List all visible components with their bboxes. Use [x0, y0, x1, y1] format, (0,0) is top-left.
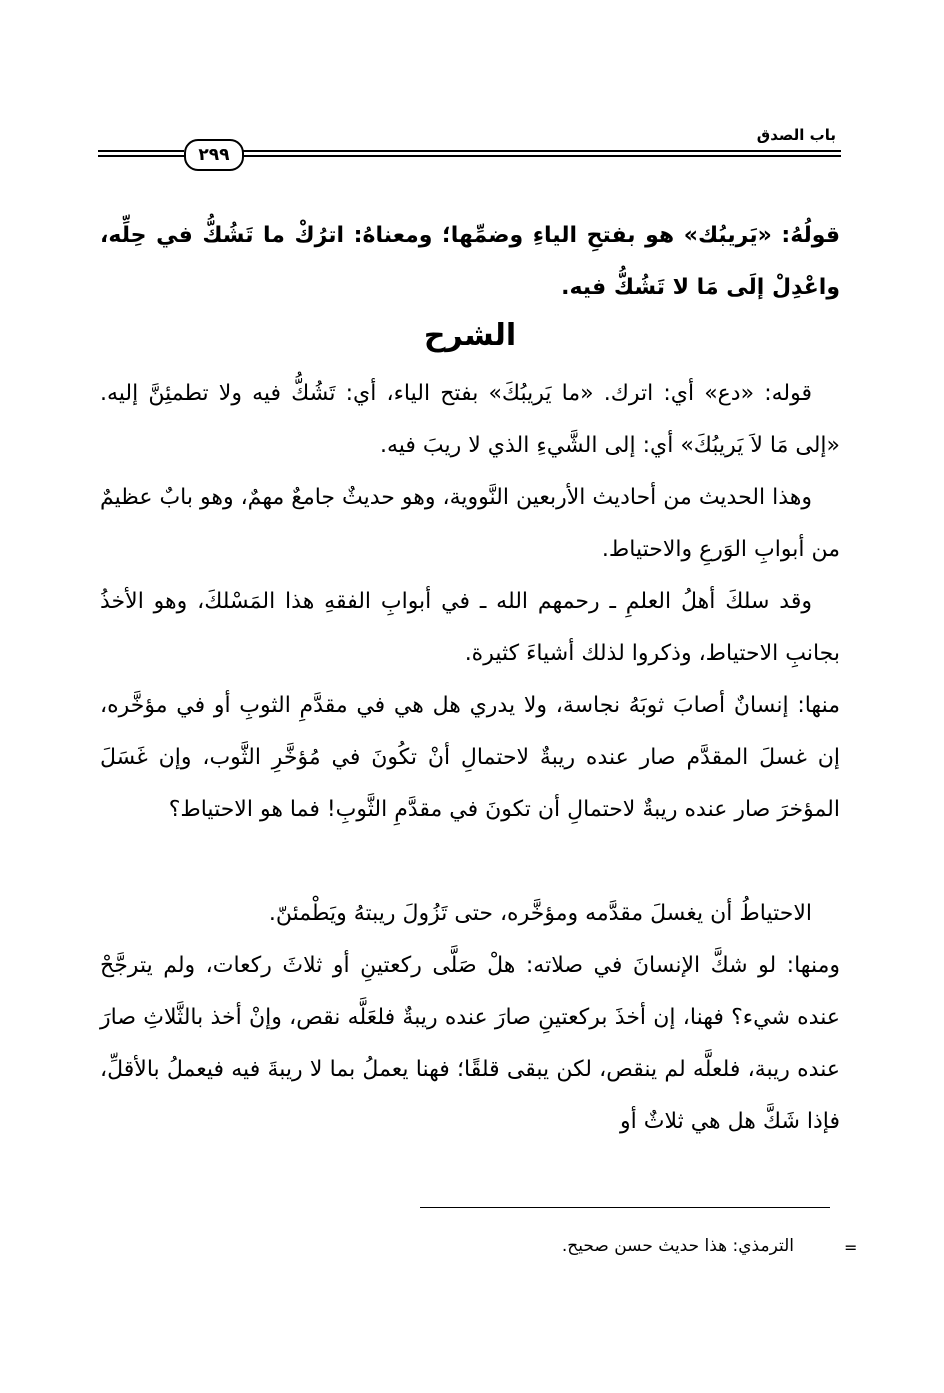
body-paragraph-4: منها: إنسانٌ أصابَ ثوبَهُ نجاسة، ولا يدري هل هي في مقدَّمِ الثوبِ أو في مؤخَّره، إن غسلَ المقدَّم صار عنده ريبةٌ لاحتمالِ أنْ تكُونَ في مُؤخَّرِ الثَّوب، وإن غَسَلَ المؤخرَ صار عنده ريبةٌ لاحتمالِ أن تكونَ في مقدَّمِ الثَّوبِ! فما هو الاحتياط؟: [100, 693, 840, 822]
header-rule-right-inner: [240, 156, 841, 157]
footnote-separator: [420, 1207, 830, 1208]
header-rule-left-inner: [98, 156, 184, 157]
body-paragraph-2: وهذا الحديث من أحاديث الأربعين النَّووية، وهو حديثٌ جامعٌ مهمٌ، وهو بابٌ عظيمٌ من أبوابِ الوَرعِ والاحتياط.: [100, 485, 840, 562]
running-header-title: باب الصدق: [756, 126, 836, 144]
body-paragraph-1: قوله: «دع» أي: اترك. «ما يَريبُكَ» بفتح الياء، أي: تَشُكُّ فيه ولا تطمئِنَّ إليه. «إلى مَا لاَ يَريبُكَ» أي: إلى الشَّيءِ الذي لا ريبَ فيه.: [100, 381, 840, 458]
body-paragraph-3: وقد سلكَ أهلُ العلمِ ـ رحمهم الله ـ في أبوابِ الفقهِ هذا المَسْلكَ، وهو الأخذُ بجانبِ الاحتياط، وذكروا لذلك أشياءَ كثيرة.: [100, 589, 840, 666]
body-paragraph-6: ومنها: لو شكَّ الإنسانَ في صلاته: هلْ صَلَّى ركعتينِ أو ثلاثَ ركعات، ولم يترجَّحْ عنده شيء؟ فهنا، إن أخذَ بركعتينِ صارَ عنده ريبةٌ فلعَلَّه نقص، وإنْ أخذ بالثَّلاثِ صارَ عنده ريبة، فلعلَّه لم ينقص، لكن يبقى قلقًا؛ فهنا يعملُ بما لا ريبةَ فيه فيعملُ بالأقلِّ، فإذا شَكَّ هل هي ثلاثٌ أو: [100, 953, 840, 1134]
footnote-text: الترمذي: هذا حديث حسن صحيح.: [561, 1236, 794, 1256]
footnote-continuation-marker: =: [844, 1238, 858, 1257]
page-number-badge: ٢٩٩: [184, 139, 244, 171]
body-paragraph-5: الاحتياطُ أن يغسلَ مقدَّمه ومؤخَّره، حتى تَزُولَ ريبتهُ ويَطْمئنّ.: [268, 901, 812, 926]
section-heading: الشرح: [423, 318, 517, 353]
intro-paragraph: قولُهُ: «يَريبُك» هو بفتحِ الياءِ وضمِّها؛ ومعناهُ: اترُكْ ما تَشُكُّ في حِلِّه، واعْدِلْ إلَى مَا لا تَشُكُّ فيه.: [100, 223, 840, 300]
